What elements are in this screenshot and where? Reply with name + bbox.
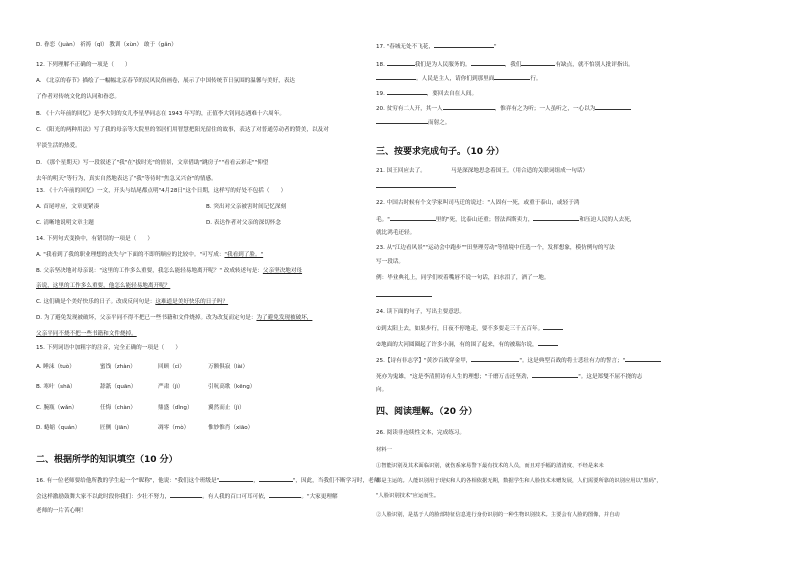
q12-option-c: C. 《阳光的两种用法》写了我的母亲等大院里的邻居们用智慧把阳光留住的故事，表达了对普通劳动者的赞美，以及对 — [36, 127, 329, 133]
q19-text: ，要回去自在人间。 — [426, 91, 478, 97]
q16-text-1: 16. 有一位老师要给他所教的学生起一个"昵称"，他说："我们这个班级是" — [36, 478, 220, 484]
q22-blank-2[interactable] — [533, 215, 579, 221]
q15-a-3: 回顾（cì） — [158, 364, 186, 370]
q21-blank[interactable] — [376, 182, 456, 188]
material-1-label: 材料一 — [376, 447, 392, 453]
q22-text-2b: 里的"死，比泰山还重；替法西斯卖力， — [435, 217, 534, 223]
q20-line-2 — [376, 118, 450, 127]
q15-d-3: 凋零（mò） — [158, 425, 190, 431]
q25-line-1 — [376, 356, 661, 365]
q15-option-b — [36, 384, 255, 391]
q21: 21. 国王回应去了。 马是深深地思念着国王。（用合适的关联词组成一句话） — [376, 168, 589, 174]
q13-option-b: B. 突出对父亲被害时间记忆深刻 — [206, 204, 287, 210]
q18-text-1d: 有缺点，就不怕别人批评指出。 — [555, 62, 634, 68]
material-1-line-2: 都是主运的。人能识别用于现实和人的各相依据无期，数据学生和人脸技术未赠发展，人们需要所靠的识别应用以"黑码"， — [376, 478, 662, 484]
q16-blank-4[interactable] — [269, 492, 301, 498]
q14-option-c-text: C. 这们确是个美好快乐的日子。改成反问句是： — [36, 299, 156, 305]
q18-text-2c: 行。 — [530, 76, 542, 82]
material-1-line-4: ②人脸识别，是基于人的脸部特征信息进行身份识别的一种生物识别技术。主要会有人脸的图像，并自动 — [376, 512, 620, 518]
q15-option-a — [36, 364, 248, 371]
q18-text-1c: ，我们 — [504, 62, 522, 68]
q25-text-1b: "。这是典型百战的将士悲壮有力的誓言；" — [519, 358, 626, 364]
q12-option-a-cont: 了作者对传统文化的认同和眷恋。 — [36, 94, 120, 100]
q16-blank-1[interactable] — [219, 476, 253, 482]
q14-stem: 14. 下列句式变换中，有错误的一项是（ ） — [36, 236, 153, 242]
q12-stem: 12. 下列理解不正确的一项是（ ） — [36, 62, 131, 68]
q15-d-4: 惟妙惟肖（xiāo） — [208, 425, 254, 431]
q14-option-d — [36, 315, 312, 322]
q14-option-d-cont — [36, 331, 137, 338]
q16-blank-3[interactable] — [170, 492, 202, 498]
q22-line-3: 就比鸿毛还轻。 — [376, 230, 416, 236]
q15-b-2: 舔舐（quān） — [100, 384, 137, 390]
q15-b-3: 严肃（jì） — [158, 384, 184, 390]
q15-c-2: 任悔（chàn） — [100, 405, 136, 411]
q14-option-b-cont — [36, 283, 170, 290]
q16-text-2: 会这样激励鼓舞大家不以此时段你我们：少壮不努力， — [36, 494, 171, 500]
q15-c-3: 鼎盛（dǐng） — [158, 405, 193, 411]
q22-blank-1[interactable] — [390, 215, 436, 221]
q23-line-2: 写一段话。 — [376, 259, 404, 265]
q15-option-d — [36, 425, 253, 432]
q16-text-2b: 。有人我的百口可耳可依， — [202, 494, 270, 500]
q19-num: 19. — [376, 91, 387, 97]
q15-c-1: C. 腕瓶（wǎn） — [36, 405, 78, 411]
q12-option-b: B. 《十六年前的回忆》是李大钊的女儿李星华同志在 1943 年写的，正值李大钊同志遇难十六周年。 — [36, 111, 285, 117]
q18-line-2 — [376, 74, 542, 83]
q18-text-1b: 我们是为人民服务的。 — [414, 62, 471, 68]
section-3-title: 三、按要求完成句子。（10 分） — [376, 147, 505, 157]
q20-blank-1[interactable] — [443, 104, 495, 110]
q18-blank-2[interactable] — [471, 60, 505, 66]
q20-blank-2[interactable] — [595, 104, 631, 110]
q18-blank-4[interactable] — [376, 74, 416, 80]
q14-option-c — [36, 299, 228, 306]
q14-option-a — [36, 252, 263, 259]
q25-text-2: 死亦为鬼雄，"这是李清照诗有人生的理想；"千磨万击还坚劲， — [376, 374, 533, 380]
q18-text-2b: 。人民是主人，请你们到那里面 — [416, 76, 495, 82]
q20-blank-3[interactable] — [376, 118, 428, 124]
q18-blank-5[interactable] — [494, 74, 530, 80]
q20-text-1: 20. 贫穷有二人开，其一人 — [376, 106, 443, 112]
q24-item-2 — [376, 340, 558, 349]
q15-d-1: D. 蜷缩（quán） — [36, 425, 81, 431]
q14-option-b-answer-cont: 亲说，这里的工作多么重要，他怎么能轻易地离开呢？ — [36, 283, 171, 289]
q11-option-d: D. 眷恋（juàn） 祈祷（qǐ） 教训（xùn） 敢于（gǎn） — [36, 42, 177, 48]
q25-text-1: 25.【诗有非志学】"黄沙百战穿金甲， — [376, 358, 472, 364]
q14-option-d-answer: 为了避免发现被破坏， — [256, 315, 313, 321]
q22-text-2: 毛。" — [376, 217, 390, 223]
q16-text-2c: 。"大家更理解 — [301, 494, 338, 500]
q12-option-a: A. 《北京的春节》描绘了一幅幅北京春节的民风民俗画卷，展示了中国传统节日氛围的温馨与美好，表达 — [36, 78, 296, 84]
q15-a-2: 蜜饯（zhàn） — [100, 364, 136, 370]
q14-option-d-text: D. 为了避免发现被破坏，父亲平同不得不把已一些书籍和文件烧掉。改为改复而定句是： — [36, 315, 257, 321]
q14-option-b-text: B. 父亲坚决地对母亲说："这里的工作多么重要，我怎么能轻易地离开呢？" 改成转述句是： — [36, 268, 263, 274]
q12-option-c-cont: 平淡生活的热爱。 — [36, 143, 81, 149]
q23-line-1: 23. 从"江边看风景""运动会中跑步""田坚理劳动"等情境中任选一个，发挥想象，模仿例句的写法 — [376, 245, 615, 251]
q20-line-1 — [376, 104, 631, 113]
q16-line-2 — [36, 492, 338, 501]
q22-line-1: 22. 中国古时候有个文学家叫司马迁的说过："人固有一死，或重于泰山，或轻于鸿 — [376, 200, 580, 206]
q20-text-1b: ，惟弈有之为听；一人虽听之，一心以为 — [494, 106, 596, 112]
q13-option-a: A. 首尾呼应，文章更紧凑 — [36, 204, 100, 210]
section-4-title: 四、阅读理解。（20 分） — [376, 407, 478, 417]
q15-b-1: B. 寒叶（shā） — [36, 384, 76, 390]
section-2-title: 二、根据所学的知识填空（10 分） — [36, 455, 178, 465]
q12-option-d-cont: 去年的明天"等行为，真实自然地表达了"我"等待时"焦急又兴奋"的情感。 — [36, 176, 217, 182]
q18-num: 18. — [376, 62, 387, 68]
q14-option-d-answer-cont: 父亲平同不烧不把一些书籍和文件烧掉。 — [36, 331, 137, 337]
q18-blank-1[interactable] — [387, 60, 415, 66]
q23-example: 例：毕业典礼上，同学们咬着嘴唇不说一句话，汩水泪了，酒了一地。 — [376, 275, 550, 281]
q15-c-4: 翼然而止（jì） — [208, 405, 245, 411]
q16-line-3: 老师的一片苦心啊！ — [36, 508, 87, 514]
q15-option-c — [36, 405, 245, 412]
q24-blank-1[interactable] — [543, 324, 563, 330]
q21-answer-line — [376, 182, 456, 191]
q15-b-4: 引吭高歌（kēng） — [208, 384, 256, 390]
q25-blank-1[interactable] — [471, 356, 519, 362]
q17: 17. "春城无处不飞花， " — [376, 44, 497, 50]
q13-stem: 13. 《十六年前的回忆》一文，开头与结尾都点明"4月28日"这个日期，这样写的好处不包括（ ） — [36, 188, 287, 194]
q16-blank-2[interactable] — [259, 476, 293, 482]
q13-option-d: D. 表达作者对父亲的深切怀念 — [206, 220, 281, 226]
q22-line-2 — [376, 215, 635, 224]
q24-blank-2[interactable] — [538, 340, 558, 346]
q18-line-1 — [376, 60, 634, 69]
q17-blank[interactable] — [434, 42, 494, 48]
q12-option-d: D. 《那个星期天》写一段叙述了"我"在"拔时光"的情景，文章借助"跳房子""看看云彩走""仰望 — [36, 160, 269, 166]
q26-stem: 26. 阅读非连续性文本，完成练习。 — [376, 430, 465, 436]
q23-answer-line — [376, 291, 432, 300]
q15-a-4: 万额俱寂（lài） — [208, 364, 249, 370]
q23-blank[interactable] — [376, 291, 432, 297]
q24-stem: 24. 读下面的句子，写出主要意思。 — [376, 309, 465, 315]
q25-blank-2[interactable] — [625, 356, 661, 362]
q24-item-1-text: ①到太阳上去，如果步行，日夜不停地走，要不多要走三千五百年。 — [376, 326, 544, 332]
q16-line-1: 16. 有一位老师要给他所教的学生起一个"昵称"，他说："我们这个班级是" ， "，因此，当我们不断学习时，老师 — [36, 478, 380, 484]
material-1-line-1: ①智能识别及其术面临识别，就伤系家易警下最有技术的人员，而且对手幅的清清度、不经是来未 — [376, 463, 604, 469]
q17-text: 17. "春城无处不飞花， — [376, 44, 434, 50]
q19 — [376, 89, 477, 98]
q25-line-3: 向。 — [376, 387, 388, 393]
q25-text-2b: "。这是郑燮不屈不挠的志 — [578, 374, 643, 380]
q25-line-2 — [376, 372, 642, 381]
q18-blank-3[interactable] — [521, 60, 555, 66]
q16-text-1b: "，因此，当我们不断学习时，老师 — [292, 478, 380, 484]
q22-text-2c: 和压迫人民的人去死， — [579, 217, 636, 223]
q19-blank[interactable] — [387, 89, 427, 95]
q14-option-c-answer: 这难道是美好快乐的日子吗？ — [155, 299, 229, 305]
q14-option-b — [36, 268, 302, 275]
q14-option-b-answer: 父亲坚决地对母 — [262, 268, 303, 274]
q20-text-2b: 而射之。 — [428, 120, 451, 126]
q14-option-a-text: A. "我看到了我的职业理想的丧失与"下面的不即所顺应的比较中。"可写成： — [36, 252, 225, 258]
q13-option-c: C. 清晰地说明文章主题 — [36, 220, 94, 226]
q24-item-2-text: ②地面的大河圆圈起了许多小洞，有的围了起来，有的被瑞尔说， — [376, 342, 538, 348]
q24-item-1 — [376, 324, 563, 333]
q15-stem: 15. 下列词语中加粗字的注音，完全正确的一项是（ ） — [36, 345, 181, 351]
q15-d-2: 匠侧（jiān） — [100, 425, 133, 431]
q25-blank-3[interactable] — [532, 372, 578, 378]
q15-a-1: A. 睡沫（tuò） — [36, 364, 75, 370]
material-1-line-3: "人脸识别技术"应运而生。 — [376, 493, 440, 499]
q14-option-a-answer: "我看到了脸。" — [224, 252, 264, 258]
